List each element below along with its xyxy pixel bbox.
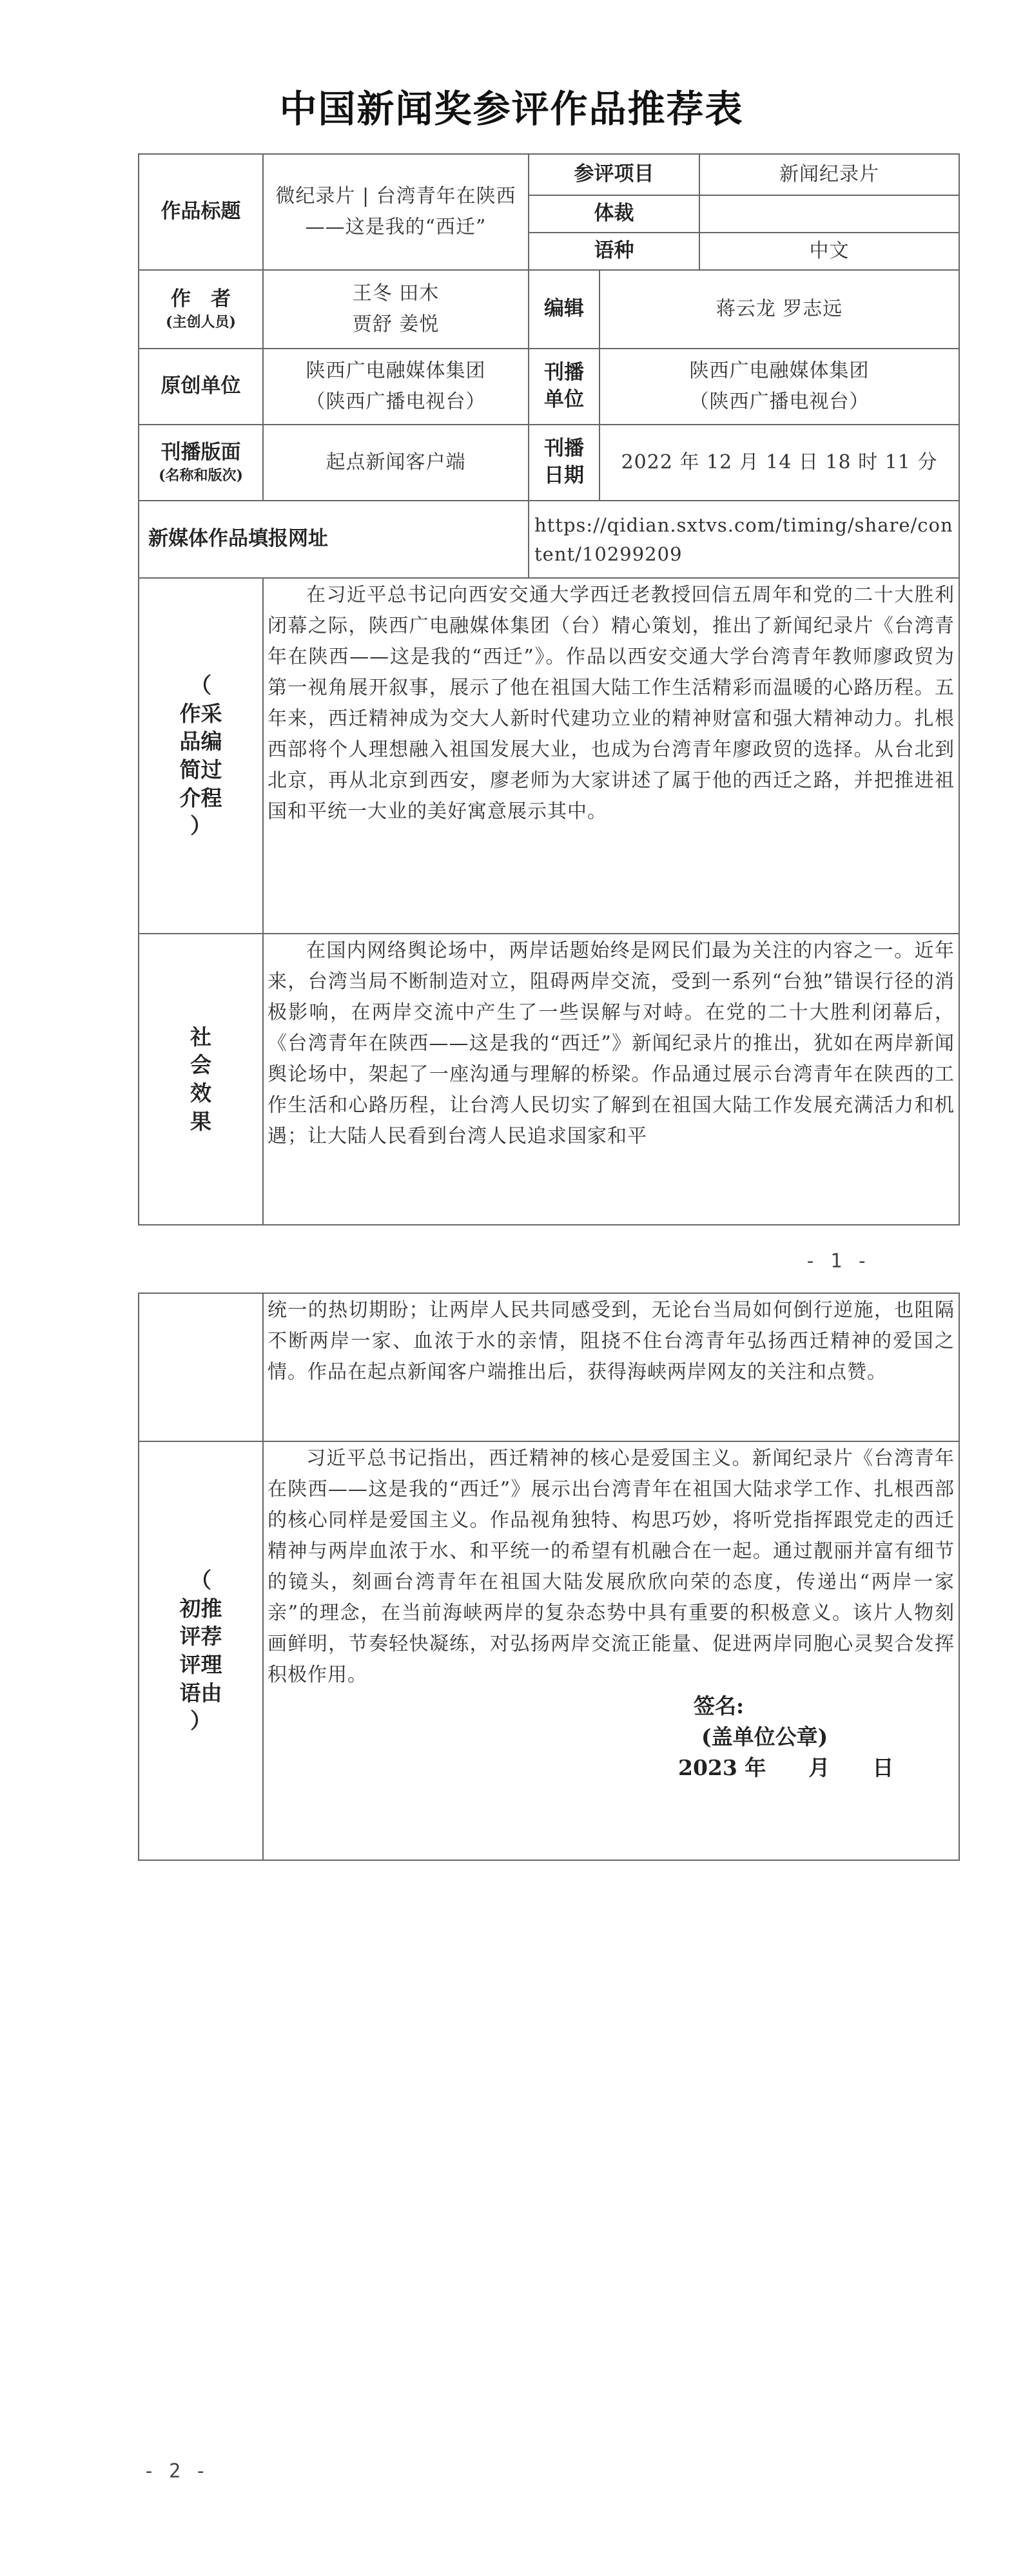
process-label-char: （ [190,673,211,698]
review-date: 2023 年 月 日 [678,1754,894,1780]
process-text: 在习近平总书记向西安交通大学西迁老教授回信五周年和党的二十大胜利闭幕之际，陕西广电融媒体集团（台）精心策划，推出了新闻纪录片《台湾青年在陕西——这是我的“西迁”》。作品以西安交通大学台湾青年教师廖政贸为第一视角展开叙事，展示了他在祖国大陆工作生活精彩而温暖的心路历程。五年来，西迁精神成为交大人新时代建功立业的精神财富和强大精神动力。扎根西部将个人理想融入祖国发展大业，也成为台湾青年廖政贸的选择。从台北到北京，再从北京到西安，廖老师为大家讲述了属于他的西迁之路，并把推进祖国和平统一大业的美好寓意展示其中。 [268,584,955,823]
process-cell [263,578,959,934]
url-label: 新媒体作品填报网址 [139,501,529,578]
review-label-char: 语由 [179,1680,222,1706]
review-cell [263,1441,959,1860]
section-label: 刊播版面 [161,441,241,465]
origin-unit-value [263,349,529,425]
recommendation-table-page2 [138,1293,960,1861]
editor-value: 蒋云龙 罗志远 [599,270,959,349]
origin-unit-line1: 陕西广电融媒体集团 [306,360,486,382]
pub-date-label [529,425,599,501]
effect-text-page2: 统一的热切期盼；让两岸人民共同感受到，无论台当局如何倒行逆施，也阻隔不断两岸一家、血浓于水的亲情，阻挠不住台湾青年弘扬西迁精神的爱国之情。作品在起点新闻客户端推出后，获得海峡两岸网友的关注和点赞。 [268,1299,955,1383]
review-label-char: ） [190,1708,211,1734]
category-value: 新闻纪录片 [699,154,959,195]
language-value: 中文 [699,233,959,270]
category-label: 参评项目 [529,154,699,195]
process-label-char: ） [190,813,211,839]
genre-value [699,195,959,233]
author-sub-label: (主创人员) [166,314,236,331]
author-label: 作 者 [171,287,231,311]
seal-label: (盖单位公章) [701,1724,828,1749]
process-label-char: 简过 [179,757,222,782]
effect-label-char: 社 [190,1024,211,1050]
author-line2: 贾舒 姜悦 [352,313,440,336]
section-label-cell [139,425,263,501]
section-value: 起点新闻客户端 [263,425,529,501]
review-label-char: （ [190,1568,211,1593]
effect-label-char: 效 [190,1081,211,1106]
url-value[interactable]: https://qidian.sxtvs.com/timing/share/content/10299209 [529,501,959,578]
author-line1: 王冬 田木 [352,282,440,305]
author-label-cell [139,270,263,349]
effect-label [139,934,263,1225]
section-sub-label: (名称和版次) [159,467,243,485]
effect-label-char: 果 [190,1108,211,1134]
work-title-line1: 微纪录片 | 台湾青年在陕西 [275,185,516,207]
review-text: 习近平总书记指出，西迁精神的核心是爱国主义。新闻纪录片《台湾青年在陕西——这是我的“西迁”》展示出台湾青年在祖国大陆求学工作、扎根西部的核心同样是爱国主义。作品视角独特、构思巧妙，将听党指挥跟党走的西迁精神与两岸血浓于水、和平统一的希望有机融合在一起。通过靓丽并富有细节的镜头，刻画台湾青年在祖国大陆发展欣欣向荣的态度，传递出“两岸一家亲”的理念，在当前海峡两岸的复杂态势中具有重要的积极意义。该片人物刻画鲜明，节奏轻快凝练，对弘扬两岸交流正能量、促进两岸同胞心灵契合发挥积极作用。 [268,1447,955,1686]
work-title-label: 作品标题 [139,154,263,270]
effect-continued-label [139,1293,263,1441]
recommendation-table-page1 [138,153,960,1226]
pub-unit-line1: 陕西广电融媒体集团 [689,360,870,382]
page-title: 中国新闻奖参评作品推荐表 [279,87,744,131]
effect-cell [263,934,959,1225]
process-label [139,578,263,934]
review-label-char: 评理 [179,1652,222,1677]
page-number-2: - 2 - [143,2460,208,2483]
editor-label: 编辑 [529,270,599,349]
review-label [139,1441,263,1860]
origin-unit-label: 原创单位 [139,349,263,425]
effect-label-char: 会 [190,1052,211,1078]
pub-date-label-line2: 日期 [544,464,584,487]
pub-unit-line2: （陕西广播电视台） [689,390,870,413]
process-label-char: 品编 [179,729,222,755]
work-title-line2: ——这是我的“西迁” [305,216,487,238]
page-number-1: - 1 - [804,1250,870,1273]
review-label-char: 初推 [179,1595,222,1621]
pub-date-label-line1: 刊播 [544,437,584,461]
effect-text-page1: 在国内网络舆论场中，两岸话题始终是网民们最为关注的内容之一。近年来，台湾当局不断制造对立，阻碍两岸交流，受到一系列“台独”错误行径的消极影响，在两岸交流中产生了一些误解与对峙。在党的二十大胜利闭幕后，《台湾青年在陕西——这是我的“西迁”》新闻纪录片的推出，犹如在两岸新闻舆论场中，架起了一座沟通与理解的桥梁。作品通过展示台湾青年在陕西的工作生活和心路历程，让台湾人民切实了解到在祖国大陆工作发展充满活力和机遇；让大陆人民看到台湾人民追求国家和平 [268,939,955,1148]
pub-date-value: 2022 年 12 月 14 日 18 时 11 分 [599,425,959,501]
review-label-char: 评荐 [179,1624,222,1649]
language-label: 语种 [529,233,699,270]
work-title-value [263,154,529,270]
pub-unit-label-line1: 刊播 [544,361,584,385]
author-value [263,270,529,349]
pub-unit-label [529,349,599,425]
pub-unit-label-line2: 单位 [544,388,584,411]
process-label-char: 作采 [179,700,222,726]
pub-unit-value [599,349,959,425]
genre-label: 体裁 [529,195,699,233]
process-label-char: 介程 [179,785,222,811]
effect-continued-cell [263,1293,959,1441]
signature-label: 签名: [694,1693,745,1718]
origin-unit-line2: （陕西广播电视台） [306,390,486,413]
